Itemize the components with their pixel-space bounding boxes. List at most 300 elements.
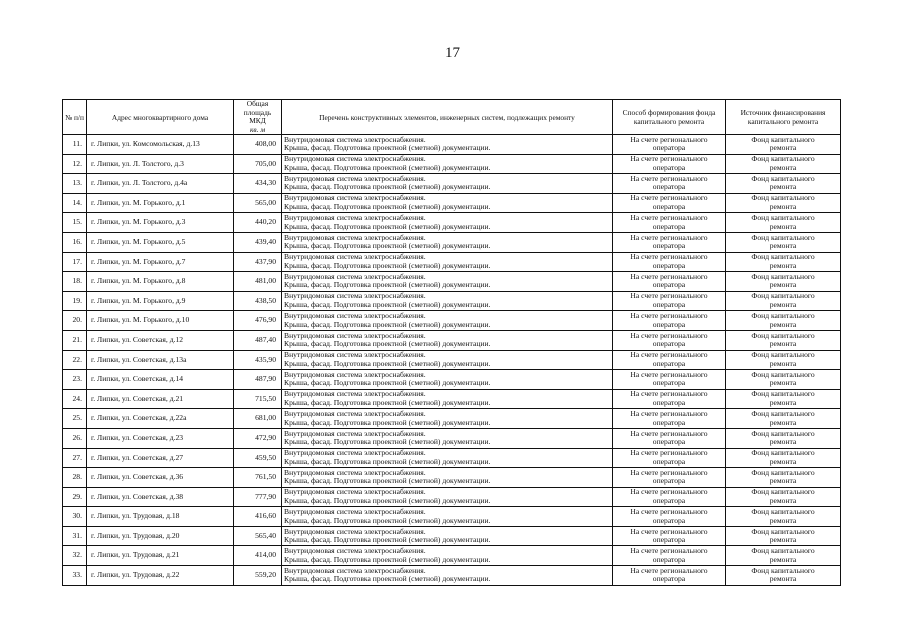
table-row [63,272,841,292]
row-source-line2: ремонта [769,182,797,192]
row-method-line1: На счете регионального [630,428,708,438]
row-method-line1: На счете регионального [630,213,708,223]
row-source-line1: Фонд капитального [751,291,815,301]
row-num: 27. [63,448,87,468]
row-works-line2: Крыша, фасад. Подготовка проектной (сметной) документации. [284,358,491,368]
row-source [726,566,841,586]
row-method-line2: оператора [652,182,686,192]
row-source-line2: ремонта [769,319,797,329]
row-source-line1: Фонд капитального [751,232,815,242]
row-num: 13. [63,174,87,194]
row-num: 33. [63,566,87,586]
row-method-line2: оператора [652,437,686,447]
row-source-line1: Фонд капитального [751,193,815,203]
row-works [282,154,613,174]
row-method-line2: оператора [652,202,686,212]
row-area: 437,90 [234,252,282,272]
row-works-line2: Крыша, фасад. Подготовка проектной (сметной) документации. [284,535,491,545]
row-works-line1: Внутридомовая система электроснабжения. [284,232,426,242]
table-row [63,566,841,586]
row-works-line1: Внутридомовая система электроснабжения. [284,409,426,419]
row-method-line2: оператора [652,319,686,329]
row-source-line1: Фонд капитального [751,173,815,183]
row-method [613,135,726,155]
row-method-line2: оператора [652,260,686,270]
table-row [63,448,841,468]
row-area: 681,00 [234,409,282,429]
row-works-line2: Крыша, фасад. Подготовка проектной (сметной) документации. [284,437,491,447]
row-source-line1: Фонд капитального [751,546,815,556]
row-source [726,409,841,429]
row-method-line1: На счете регионального [630,467,708,477]
row-address: г. Липки, ул. М. Горького, д.9 [87,291,234,311]
row-method-line2: оператора [652,162,686,172]
row-method-line1: На счете регионального [630,565,708,575]
row-works [282,193,613,213]
row-source-line1: Фонд капитального [751,487,815,497]
row-method-line1: На счете регионального [630,389,708,399]
row-method [613,487,726,507]
row-source-line2: ремонта [769,554,797,564]
row-source [726,135,841,155]
row-method [613,468,726,488]
row-num: 14. [63,193,87,213]
row-works-line1: Внутридомовая система электроснабжения. [284,389,426,399]
row-address: г. Липки, ул. Советская, д.22а [87,409,234,429]
row-source [726,487,841,507]
row-num: 24. [63,389,87,409]
row-source-line2: ремонта [769,300,797,310]
row-method [613,193,726,213]
table-body [63,135,841,586]
repair-program-table [62,99,841,586]
row-source [726,193,841,213]
row-works [282,291,613,311]
row-method [613,370,726,390]
row-source [726,330,841,350]
row-method-line2: оператора [652,143,686,153]
header-area-unit: кв. м [249,124,266,134]
row-source-line1: Фонд капитального [751,311,815,321]
row-method-line2: оператора [652,456,686,466]
row-area: 487,40 [234,330,282,350]
table-row [63,409,841,429]
row-works-line2: Крыша, фасад. Подготовка проектной (сметной) документации. [284,417,491,427]
row-works [282,311,613,331]
row-source-line2: ремонта [769,202,797,212]
row-method-line2: оператора [652,339,686,349]
row-method-line2: оператора [652,241,686,251]
row-source-line1: Фонд капитального [751,409,815,419]
row-method [613,507,726,527]
row-method [613,428,726,448]
row-address: г. Липки, ул. Трудовая, д.22 [87,566,234,586]
row-area: 459,50 [234,448,282,468]
row-works-line1: Внутридомовая система электроснабжения. [284,448,426,458]
row-method [613,311,726,331]
table-row [63,193,841,213]
row-works-line1: Внутридомовая система электроснабжения. [284,193,426,203]
row-address: г. Липки, ул. М. Горького, д.8 [87,272,234,292]
row-works-line1: Внутридомовая система электроснабжения. [284,526,426,536]
row-num: 31. [63,526,87,546]
row-num: 29. [63,487,87,507]
row-area: 414,00 [234,546,282,566]
row-method [613,232,726,252]
row-source [726,428,841,448]
row-address: г. Липки, ул. Трудовая, д.20 [87,526,234,546]
row-method [613,174,726,194]
row-method-line1: На счете регионального [630,232,708,242]
row-works [282,330,613,350]
row-works-line1: Внутридомовая система электроснабжения. [284,213,426,223]
row-source [726,311,841,331]
row-works [282,389,613,409]
table-row [63,311,841,331]
row-works [282,213,613,233]
row-works-line2: Крыша, фасад. Подготовка проектной (сметной) документации. [284,398,491,408]
row-method [613,272,726,292]
row-source-line2: ремонта [769,495,797,505]
table-row [63,154,841,174]
row-source [726,468,841,488]
row-works-line2: Крыша, фасад. Подготовка проектной (сметной) документации. [284,339,491,349]
row-area: 435,90 [234,350,282,370]
row-works-line1: Внутридомовая система электроснабжения. [284,428,426,438]
page-number: 17 [445,45,460,61]
row-works-line1: Внутридомовая система электроснабжения. [284,173,426,183]
row-works-line1: Внутридомовая система электроснабжения. [284,350,426,360]
header-area-title: Общая площадь МКД [243,99,272,125]
row-works-line2: Крыша, фасад. Подготовка проектной (сметной) документации. [284,202,491,212]
row-source-line1: Фонд капитального [751,506,815,516]
row-method [613,566,726,586]
row-source [726,154,841,174]
row-num: 23. [63,370,87,390]
row-method [613,526,726,546]
row-source [726,526,841,546]
row-works-line2: Крыша, фасад. Подготовка проектной (сметной) документации. [284,280,491,290]
row-source [726,272,841,292]
row-source-line1: Фонд капитального [751,565,815,575]
row-address: г. Липки, ул. М. Горького, д.10 [87,311,234,331]
row-address: г. Липки, ул. Советская, д.13а [87,350,234,370]
row-source-line2: ремонта [769,574,797,584]
row-works-line2: Крыша, фасад. Подготовка проектной (сметной) документации. [284,182,491,192]
row-works-line2: Крыша, фасад. Подготовка проектной (сметной) документации. [284,162,491,172]
row-works-line1: Внутридомовая система электроснабжения. [284,565,426,575]
table-header-row [63,100,841,135]
row-source-line2: ремонта [769,162,797,172]
row-works-line1: Внутридомовая система электроснабжения. [284,252,426,262]
row-works-line2: Крыша, фасад. Подготовка проектной (сметной) документации. [284,241,491,251]
row-area: 472,90 [234,428,282,448]
table-row [63,291,841,311]
table-row [63,370,841,390]
row-works-line2: Крыша, фасад. Подготовка проектной (сметной) документации. [284,456,491,466]
row-works [282,409,613,429]
row-method-line2: оператора [652,417,686,427]
row-works-line2: Крыша, фасад. Подготовка проектной (сметной) документации. [284,476,491,486]
row-source-line1: Фонд капитального [751,330,815,340]
row-method-line1: На счете регионального [630,330,708,340]
row-source [726,350,841,370]
row-works [282,135,613,155]
row-num: 12. [63,154,87,174]
row-works-line1: Внутридомовая система электроснабжения. [284,369,426,379]
row-method-line1: На счете регионального [630,409,708,419]
row-works [282,487,613,507]
row-method-line1: На счете регионального [630,252,708,262]
row-method-line1: На счете регионального [630,134,708,144]
row-method-line1: На счете регионального [630,506,708,516]
row-source-line2: ремонта [769,339,797,349]
row-area: 434,30 [234,174,282,194]
row-works [282,370,613,390]
header-num: № п/п [63,100,87,135]
table-row [63,213,841,233]
row-address: г. Липки, ул. Трудовая, д.18 [87,507,234,527]
row-method-line2: оператора [652,554,686,564]
row-num: 32. [63,546,87,566]
row-area: 761,50 [234,468,282,488]
row-works-line1: Внутридомовая система электроснабжения. [284,271,426,281]
row-source-line2: ремонта [769,260,797,270]
row-source-line1: Фонд капитального [751,271,815,281]
row-num: 26. [63,428,87,448]
row-works-line2: Крыша, фасад. Подготовка проектной (сметной) документации. [284,574,491,584]
row-area: 416,60 [234,507,282,527]
header-source: Источник финансирования капитального ремонта [726,100,841,135]
row-works [282,566,613,586]
row-num: 16. [63,232,87,252]
row-source [726,546,841,566]
row-method-line1: На счете регионального [630,546,708,556]
row-method-line1: На счете регионального [630,193,708,203]
header-address: Адрес многоквартирного дома [87,100,234,135]
row-source-line1: Фонд капитального [751,428,815,438]
row-source [726,174,841,194]
row-num: 18. [63,272,87,292]
table-row [63,350,841,370]
row-works-line1: Внутридомовая система электроснабжения. [284,467,426,477]
row-works [282,546,613,566]
row-method [613,213,726,233]
row-method-line1: На счете регионального [630,526,708,536]
row-area: 440,20 [234,213,282,233]
row-area: 439,40 [234,232,282,252]
row-num: 11. [63,135,87,155]
row-source-line1: Фонд капитального [751,154,815,164]
row-method-line2: оператора [652,221,686,231]
row-source-line2: ремонта [769,456,797,466]
row-works [282,174,613,194]
row-method [613,350,726,370]
row-area: 565,00 [234,193,282,213]
row-method-line2: оператора [652,358,686,368]
row-works [282,448,613,468]
row-source-line1: Фонд капитального [751,369,815,379]
row-num: 20. [63,311,87,331]
row-num: 25. [63,409,87,429]
row-method-line2: оператора [652,280,686,290]
table-row [63,232,841,252]
row-method-line1: На счете регионального [630,291,708,301]
row-num: 19. [63,291,87,311]
row-source [726,232,841,252]
row-address: г. Липки, ул. М. Горького, д.7 [87,252,234,272]
row-address: г. Липки, ул. Советская, д.14 [87,370,234,390]
row-method-line2: оператора [652,574,686,584]
row-method-line1: На счете регионального [630,487,708,497]
row-works [282,428,613,448]
row-method-line2: оператора [652,300,686,310]
row-works-line2: Крыша, фасад. Подготовка проектной (сметной) документации. [284,300,491,310]
row-num: 28. [63,468,87,488]
row-method-line2: оператора [652,378,686,388]
row-area: 481,00 [234,272,282,292]
row-method-line1: На счете регионального [630,154,708,164]
row-area: 715,50 [234,389,282,409]
table-row [63,330,841,350]
row-source-line2: ремонта [769,417,797,427]
row-method-line2: оператора [652,535,686,545]
row-works-line1: Внутридомовая система электроснабжения. [284,330,426,340]
row-works-line1: Внутридомовая система электроснабжения. [284,487,426,497]
row-source-line2: ремонта [769,358,797,368]
row-num: 15. [63,213,87,233]
row-method [613,330,726,350]
row-method-line2: оператора [652,476,686,486]
row-method-line1: На счете регионального [630,369,708,379]
row-source-line2: ремонта [769,280,797,290]
header-area [234,100,282,135]
row-area: 408,00 [234,135,282,155]
row-area: 438,50 [234,291,282,311]
row-method-line2: оператора [652,398,686,408]
row-works [282,507,613,527]
row-source-line1: Фонд капитального [751,252,815,262]
row-num: 22. [63,350,87,370]
row-works-line1: Внутридомовая система электроснабжения. [284,134,426,144]
row-num: 17. [63,252,87,272]
row-works [282,350,613,370]
row-works-line2: Крыша, фасад. Подготовка проектной (сметной) документации. [284,143,491,153]
row-source-line1: Фонд капитального [751,213,815,223]
row-source [726,448,841,468]
row-source-line2: ремонта [769,476,797,486]
row-source [726,389,841,409]
row-works-line2: Крыша, фасад. Подготовка проектной (сметной) документации. [284,495,491,505]
row-method [613,291,726,311]
row-source-line1: Фонд капитального [751,448,815,458]
row-address: г. Липки, ул. Советская, д.21 [87,389,234,409]
row-source [726,291,841,311]
row-area: 476,90 [234,311,282,331]
row-works [282,252,613,272]
row-works-line1: Внутридомовая система электроснабжения. [284,311,426,321]
row-source-line2: ремонта [769,398,797,408]
row-area: 559,20 [234,566,282,586]
row-source-line1: Фонд капитального [751,389,815,399]
row-method-line2: оператора [652,515,686,525]
row-area: 777,90 [234,487,282,507]
row-method-line1: На счете регионального [630,311,708,321]
row-works-line2: Крыша, фасад. Подготовка проектной (сметной) документации. [284,260,491,270]
row-works-line2: Крыша, фасад. Подготовка проектной (сметной) документации. [284,515,491,525]
header-works: Перечень конструктивных элементов, инженерных систем, подлежащих ремонту [282,100,613,135]
row-area: 565,40 [234,526,282,546]
row-works-line1: Внутридомовая система электроснабжения. [284,506,426,516]
header-method: Способ формирования фонда капитального ремонта [613,100,726,135]
row-address: г. Липки, ул. Советская, д.36 [87,468,234,488]
row-works-line2: Крыша, фасад. Подготовка проектной (сметной) документации. [284,221,491,231]
row-works [282,526,613,546]
row-works-line2: Крыша, фасад. Подготовка проектной (сметной) документации. [284,554,491,564]
row-method [613,546,726,566]
row-source-line2: ремонта [769,437,797,447]
row-source [726,370,841,390]
row-method-line2: оператора [652,495,686,505]
row-works [282,232,613,252]
row-address: г. Липки, ул. Комсомольская, д.13 [87,135,234,155]
row-works [282,468,613,488]
row-address: г. Липки, ул. Советская, д.23 [87,428,234,448]
table-row [63,135,841,155]
row-source-line1: Фонд капитального [751,134,815,144]
row-method [613,389,726,409]
row-address: г. Липки, ул. Трудовая, д.21 [87,546,234,566]
table-row [63,526,841,546]
row-works-line1: Внутридомовая система электроснабжения. [284,154,426,164]
row-method-line1: На счете регионального [630,448,708,458]
row-address: г. Липки, ул. Л. Толстого, д.4а [87,174,234,194]
row-method [613,154,726,174]
row-address: г. Липки, ул. М. Горького, д.3 [87,213,234,233]
row-address: г. Липки, ул. Советская, д.38 [87,487,234,507]
table-row [63,487,841,507]
row-source-line1: Фонд капитального [751,526,815,536]
row-method [613,448,726,468]
table-row [63,389,841,409]
row-source-line2: ремонта [769,515,797,525]
row-method-line1: На счете регионального [630,271,708,281]
row-works-line1: Внутридомовая система электроснабжения. [284,291,426,301]
row-source [726,252,841,272]
row-address: г. Липки, ул. М. Горького, д.5 [87,232,234,252]
row-works [282,272,613,292]
row-area: 705,00 [234,154,282,174]
row-num: 30. [63,507,87,527]
row-works-line2: Крыша, фасад. Подготовка проектной (сметной) документации. [284,319,491,329]
row-source-line2: ремонта [769,378,797,388]
row-source [726,213,841,233]
row-num: 21. [63,330,87,350]
row-address: г. Липки, ул. Л. Толстого, д.3 [87,154,234,174]
row-address: г. Липки, ул. Советская, д.27 [87,448,234,468]
row-area: 487,90 [234,370,282,390]
row-works-line2: Крыша, фасад. Подготовка проектной (сметной) документации. [284,378,491,388]
table-row [63,507,841,527]
row-method [613,252,726,272]
row-works-line1: Внутридомовая система электроснабжения. [284,546,426,556]
row-method-line1: На счете регионального [630,173,708,183]
row-method-line1: На счете регионального [630,350,708,360]
row-source-line2: ремонта [769,535,797,545]
row-address: г. Липки, ул. М. Горького, д.1 [87,193,234,213]
table-row [63,252,841,272]
table-row [63,174,841,194]
